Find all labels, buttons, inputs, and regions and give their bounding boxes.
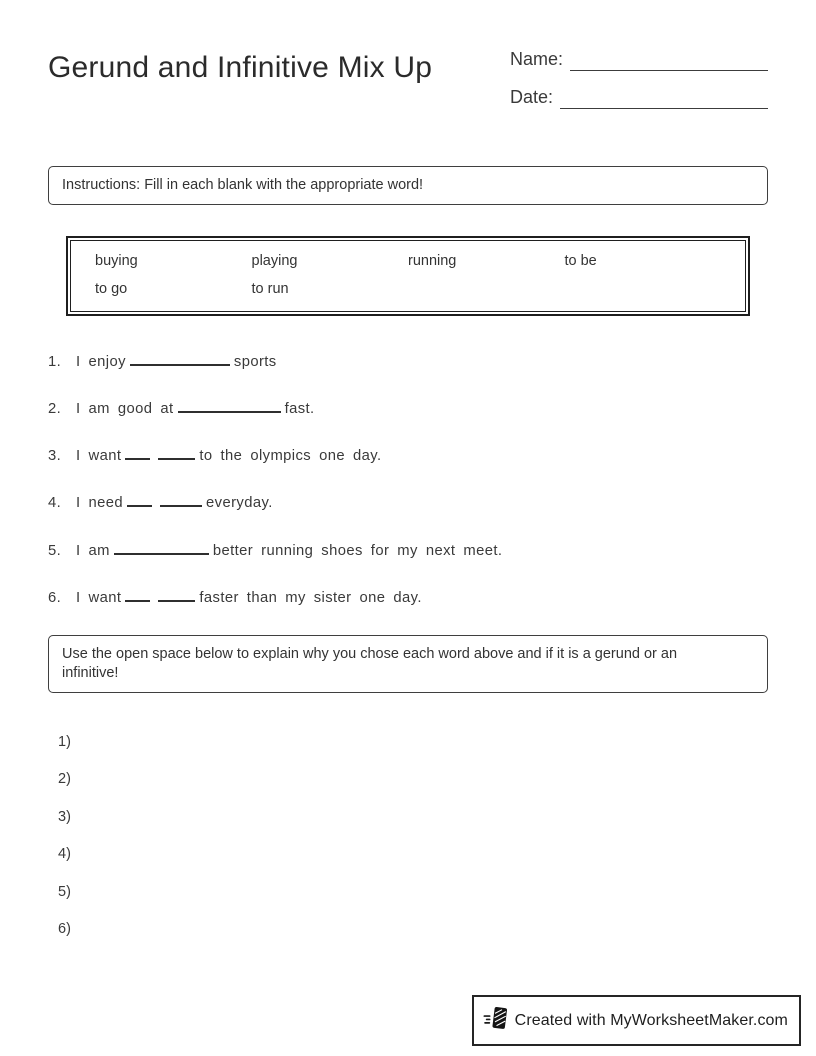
answer-blank[interactable] [160,495,202,507]
question-number: 2. [48,401,62,418]
instructions-text: Instructions: Fill in each blank with the appropriate word! [62,177,424,193]
answer-line-label: 2) [58,771,71,788]
footer-credit [472,995,801,1046]
page-title: Gerund and Infinitive Mix Up [48,51,433,84]
answer-line-label: 1) [58,733,71,750]
answer-line-label: 6) [58,921,71,938]
header [48,0,768,124]
worksheet-maker-logo-icon [483,1005,508,1036]
question-number: 3. [48,448,62,465]
answer-line-label: 5) [58,883,71,900]
question-text: I want faster than my sister one day. [76,589,422,606]
answer-blank[interactable] [127,495,152,507]
question-list [48,352,768,609]
question-text: I enjoy sports [76,353,277,370]
name-label: Name: [510,49,564,69]
answer-blank[interactable] [125,448,150,460]
question-number: 6. [48,589,62,606]
question-row [48,588,768,609]
question-text: I want to the olympics one day. [76,448,382,465]
question-number: 4. [48,495,62,512]
word-bank-item: to run [251,280,289,297]
word-bank-item: playing [251,252,298,269]
name-input-line[interactable] [570,48,768,71]
answer-blank[interactable] [130,354,230,366]
word-bank-item: to be [564,252,597,269]
word-bank-item: running [408,252,457,269]
instructions-box [48,166,768,205]
answer-blank[interactable] [158,448,195,460]
answer-blank[interactable] [114,543,209,555]
date-row [510,86,768,109]
question-number: 1. [48,353,62,370]
question-number: 5. [48,542,62,559]
open-space-box [48,635,768,693]
question-row [48,541,768,562]
footer-credit-text: Created with MyWorksheetMaker.com [514,1011,788,1029]
question-row [48,446,768,467]
question-text: I am good at fast. [76,401,315,418]
open-space-text: Use the open space below to explain why you chose each word above and if it is a gerund or an infinitive! [62,646,678,681]
answer-blank[interactable] [158,590,195,602]
question-row [48,493,768,514]
answer-line-label: 4) [58,846,71,863]
name-date-block [510,46,768,124]
question-text: I am better running shoes for my next meet. [76,542,503,559]
answer-blank[interactable] [125,590,150,602]
answer-list [48,734,768,938]
question-row [48,399,768,420]
word-bank-grid [70,240,746,312]
date-label: Date: [510,87,554,107]
word-bank [66,236,750,316]
date-input-line[interactable] [560,86,768,109]
answer-blank[interactable] [178,401,281,413]
question-text: I need everyday. [76,495,273,512]
name-row [510,48,768,71]
answer-line-label: 3) [58,808,71,825]
word-bank-item: buying [95,252,138,269]
word-bank-item: to go [95,280,128,297]
question-row [48,352,768,373]
